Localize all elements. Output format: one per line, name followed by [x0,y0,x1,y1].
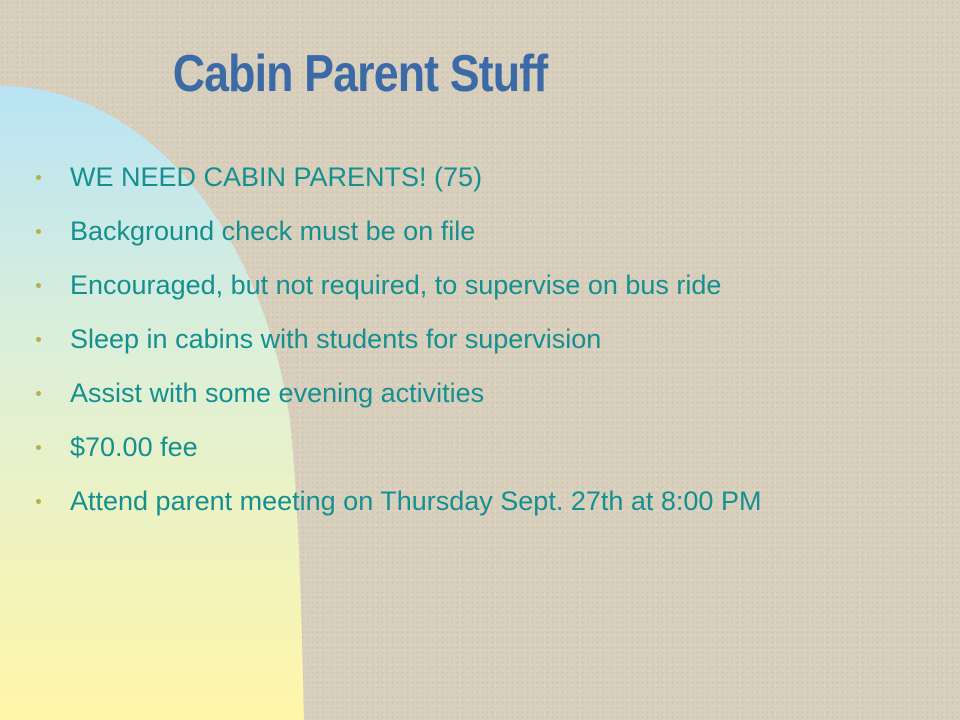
bullet-list [36,160,836,538]
bullet-dot-icon [36,283,41,288]
bullet-item [36,484,770,518]
bullet-item [36,430,836,464]
bullet-dot-icon [36,391,41,396]
bullet-dot-icon [36,337,41,342]
bullet-item [36,214,836,248]
bullet-item [36,322,836,356]
bullet-text: Sleep in cabins with students for supervision [70,324,602,354]
bullet-dot-icon [36,175,41,180]
bullet-text: Background check must be on file [70,216,476,246]
bullet-text: $70.00 fee [70,432,198,462]
bullet-text: Assist with some evening activities [70,378,485,408]
bullet-text: Attend parent meeting on Thursday Sept. 27th at 8:00 PM [70,486,762,516]
bullet-dot-icon [36,445,41,450]
bullet-text: Encouraged, but not required, to supervise on bus ride [70,270,722,300]
bullet-item [36,160,836,194]
bullet-dot-icon [36,499,41,504]
bullet-text: WE NEED CABIN PARENTS! (75) [70,162,483,192]
bullet-item [36,268,790,302]
bullet-item [36,376,836,410]
bullet-dot-icon [36,229,41,234]
slide-title: Cabin Parent Stuff [172,45,548,103]
